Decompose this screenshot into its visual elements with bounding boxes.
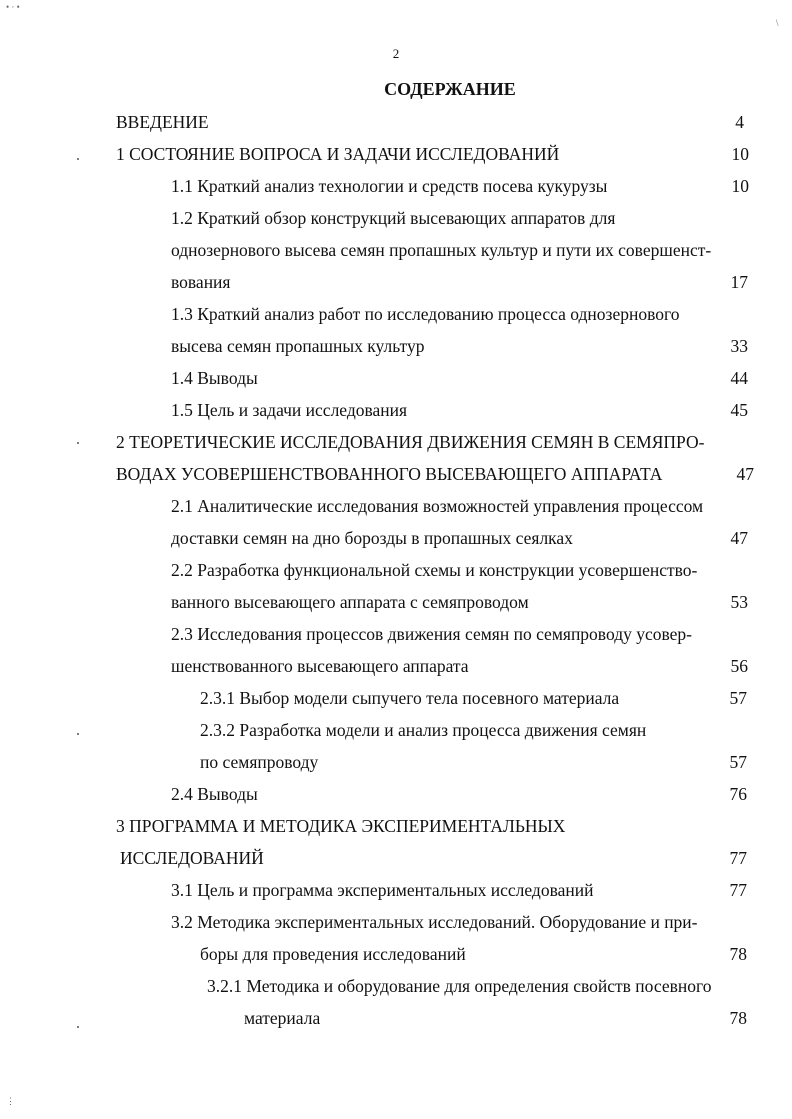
toc-entry-text: 1.4 Выводы: [171, 368, 258, 388]
toc-entry-text: ИССЛЕДОВАНИЙ: [120, 848, 264, 868]
toc-entry-text: 2.3 Исследования процессов движения семян по семяпроводу усовер-: [171, 624, 693, 644]
toc-entry-text: 1.2 Краткий обзор конструкций высевающих аппаратов для: [171, 208, 616, 228]
toc-entry-text: 2.3.1 Выбор модели сыпучего тела посевного материала: [200, 688, 620, 708]
scan-dot: [77, 158, 79, 160]
toc-entry-text: материала: [244, 1008, 321, 1028]
toc-entry-text: 3.1 Цель и программа экспериментальных исследований: [171, 880, 594, 900]
toc-entry-page: 77: [729, 880, 747, 900]
toc-entry-page: 47: [736, 464, 754, 484]
toc-entry-text: ВВЕДЕНИЕ: [116, 112, 209, 132]
toc-entry-text: 2.4 Выводы: [171, 784, 258, 804]
scan-artifact: • · •: [6, 2, 20, 12]
toc-entry-text: 3.2 Методика экспериментальных исследований. Оборудование и при-: [171, 912, 698, 932]
toc-entry-page: 78: [729, 944, 747, 964]
scan-artifact: \: [776, 18, 779, 28]
toc-entry-text: 1.3 Краткий анализ работ по исследованию процесса однозернового: [171, 304, 680, 324]
toc-entry-text: 1 СОСТОЯНИЕ ВОПРОСА И ЗАДАЧИ ИССЛЕДОВАНИЙ: [116, 144, 560, 164]
toc-entry-text: по семяпроводу: [200, 752, 319, 772]
toc-entry-page: 57: [729, 752, 747, 772]
toc-entry-page: 57: [729, 688, 747, 708]
toc-entry-text: 1.1 Краткий анализ технологии и средств посева кукурузы: [171, 176, 608, 196]
scan-dot: [77, 442, 79, 444]
toc-entry-text: высева семян пропашных культур: [171, 336, 425, 356]
toc-entry-text: 2.1 Аналитические исследования возможностей управления процессом: [171, 496, 704, 516]
toc-entry-page: 10: [731, 176, 749, 196]
toc-entry-text: 2 ТЕОРЕТИЧЕСКИЕ ИССЛЕДОВАНИЯ ДВИЖЕНИЯ СЕМЯН В СЕМЯПРО-: [116, 432, 705, 452]
toc-entry-page: 44: [730, 368, 748, 388]
toc-entry-text: боры для проведения исследований: [200, 944, 466, 964]
toc-entry-text: доставки семян на дно борозды в пропашных сеялках: [171, 528, 573, 548]
toc-entry-page: 53: [730, 592, 748, 612]
toc-entry-text: 3.2.1 Методика и оборудование для определения свойств посевного: [207, 976, 712, 996]
toc-entry-text: 3 ПРОГРАММА И МЕТОДИКА ЭКСПЕРИМЕНТАЛЬНЫХ: [116, 816, 566, 836]
toc-entry-page: 17: [730, 272, 748, 292]
toc-entry-page: 10: [731, 144, 749, 164]
toc-entry-page: 4: [735, 112, 744, 132]
page-number: 2: [392, 46, 400, 61]
toc-entry-text: шенствованного высевающего аппарата: [171, 656, 469, 676]
scan-artifact: ⋮: [6, 1096, 15, 1106]
toc-entry-text: ванного высевающего аппарата с семяпроводом: [171, 592, 529, 612]
toc-entry-page: 76: [729, 784, 747, 804]
toc-entry-page: 78: [729, 1008, 747, 1028]
toc-entry-page: 77: [729, 848, 747, 868]
page-title: СОДЕРЖАНИЕ: [384, 79, 516, 99]
toc-entry-text: ВОДАХ УСОВЕРШЕНСТВОВАННОГО ВЫСЕВАЮЩЕГО АППАРАТА: [116, 464, 663, 484]
toc-entry-page: 47: [730, 528, 748, 548]
toc-entry-text: 2.2 Разработка функциональной схемы и конструкции усовершенство-: [171, 560, 698, 580]
scan-dot: [77, 733, 79, 735]
toc-entry-page: 33: [730, 336, 748, 356]
toc-entry-text: 1.5 Цель и задачи исследования: [171, 400, 408, 420]
toc-entry-page: 45: [730, 400, 748, 420]
toc-entry-page: 56: [730, 656, 748, 676]
toc-entry-text: 2.3.2 Разработка модели и анализ процесса движения семян: [200, 720, 647, 740]
scan-dot: [77, 1026, 79, 1028]
toc-entry-text: однозернового высева семян пропашных культур и пути их совершенст-: [171, 240, 712, 260]
toc-entry-text: вования: [171, 272, 231, 292]
